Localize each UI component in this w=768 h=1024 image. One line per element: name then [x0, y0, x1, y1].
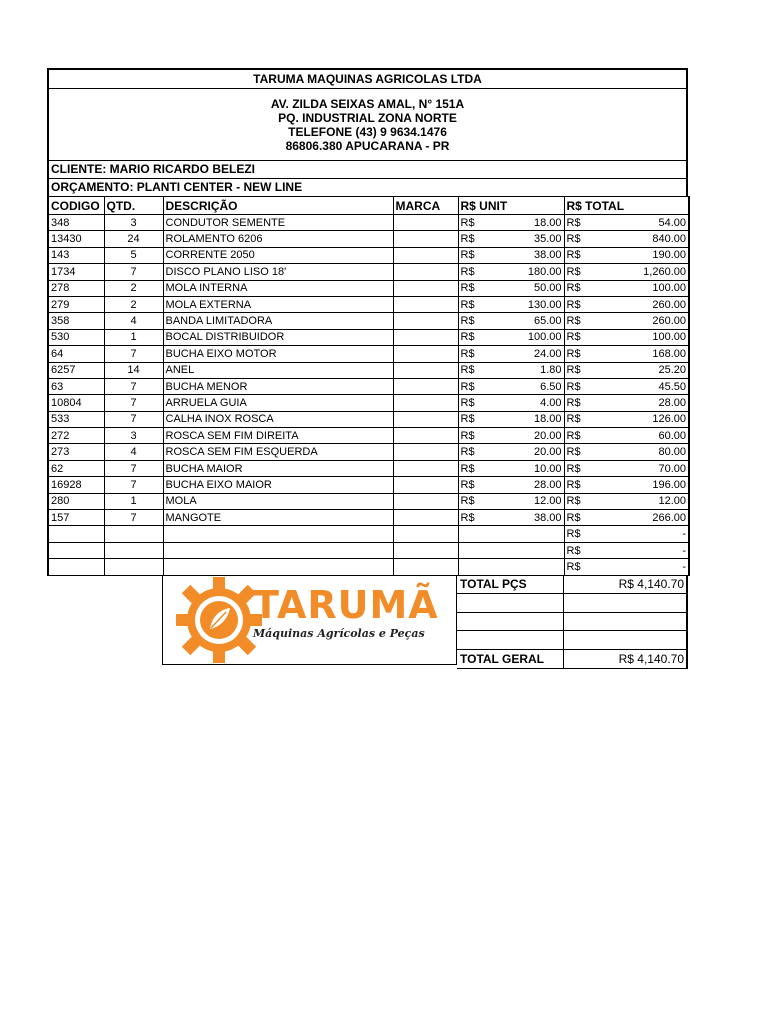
cell-description: CALHA INOX ROSCA [163, 411, 393, 427]
cell-total-value: 126.00 [652, 413, 686, 426]
cell-unit-price [458, 280, 564, 296]
table-row [48, 296, 689, 312]
cell-description: MOLA EXTERNA [163, 296, 393, 312]
cell-code: 272 [48, 428, 104, 444]
currency-symbol: R$ [566, 315, 581, 328]
cell-total [564, 378, 689, 394]
currency-symbol: R$ [460, 429, 475, 442]
table-row [48, 231, 689, 247]
cell-unit-price [458, 542, 564, 558]
cell-code: 64 [48, 346, 104, 362]
cell-unit-price-value: 130.00 [527, 298, 562, 311]
currency-symbol: R$ [460, 511, 475, 524]
cell-code: 62 [48, 460, 104, 476]
cell-total-value: 840.00 [652, 233, 686, 246]
cell-qty: 5 [104, 247, 163, 263]
currency-symbol: R$ [566, 249, 581, 262]
cell-brand [393, 411, 458, 427]
cell-unit-price-value: 65.00 [533, 315, 562, 328]
currency-symbol: R$ [566, 511, 581, 524]
cell-qty: 14 [104, 362, 163, 378]
currency-symbol: R$ [566, 544, 581, 557]
cell-total-value: 260.00 [652, 315, 686, 328]
cell-total-value: 25.20 [658, 364, 686, 377]
table-header-row [48, 197, 689, 215]
cell-unit-price-value: 50.00 [533, 282, 562, 295]
cell-total [564, 460, 689, 476]
cell-total-value: - [682, 544, 686, 557]
col-header-total: R$ TOTAL [564, 197, 689, 215]
currency-symbol: R$ [460, 298, 475, 311]
cell-unit-price-value: 6.50 [540, 380, 562, 393]
cell-unit-price [458, 264, 564, 280]
cell-brand [393, 247, 458, 263]
cell-unit-price [458, 510, 564, 526]
cell-description: ARRUELA GUIA [163, 395, 393, 411]
cell-total [564, 247, 689, 263]
cell-qty: 7 [104, 477, 163, 493]
quote-header [47, 68, 688, 196]
company-address [49, 89, 686, 161]
currency-symbol: R$ [566, 396, 581, 409]
cell-unit-price [458, 378, 564, 394]
cell-total [564, 231, 689, 247]
cell-total-value: 70.00 [658, 462, 686, 475]
cell-total [564, 280, 689, 296]
totals-block [456, 575, 688, 665]
cell-code [48, 559, 104, 575]
cell-total [564, 559, 689, 575]
cell-unit-price-value: 18.00 [533, 216, 562, 229]
cell-brand [393, 231, 458, 247]
currency-symbol: R$ [460, 413, 475, 426]
cell-code: 157 [48, 510, 104, 526]
cell-description: CORRENTE 2050 [163, 247, 393, 263]
cell-unit-price-value: 10.00 [533, 462, 562, 475]
cell-unit-price-value: 100.00 [527, 331, 562, 344]
currency-symbol: R$ [460, 396, 475, 409]
address-line: AV. ZILDA SEIXAS AMAL, N° 151A [270, 96, 465, 111]
table-row [48, 395, 689, 411]
cell-code: 1734 [48, 264, 104, 280]
cell-code: 279 [48, 296, 104, 312]
cell-total [564, 428, 689, 444]
cell-brand [393, 477, 458, 493]
cell-total-value: 168.00 [652, 347, 686, 360]
cell-unit-price [458, 559, 564, 575]
cell-qty: 2 [104, 280, 163, 296]
cell-unit-price [458, 460, 564, 476]
cell-brand [393, 362, 458, 378]
table-row [48, 378, 689, 394]
currency-symbol: R$ [460, 478, 475, 491]
cell-unit-price [458, 493, 564, 509]
cell-total [564, 296, 689, 312]
cell-total-value: 45.50 [658, 380, 686, 393]
cell-unit-price [458, 428, 564, 444]
cell-total-value: 190.00 [652, 249, 686, 262]
cell-brand [393, 542, 458, 558]
cell-code: 533 [48, 411, 104, 427]
cell-unit-price [458, 395, 564, 411]
cell-qty [104, 526, 163, 542]
col-header-unit-price: R$ UNIT [458, 197, 564, 215]
currency-symbol: R$ [460, 216, 475, 229]
cell-unit-price-value: 4.00 [540, 396, 562, 409]
col-header-brand: MARCA [393, 197, 458, 215]
total-parts-label: TOTAL PÇS [457, 575, 564, 593]
cell-unit-price [458, 526, 564, 542]
cell-total-value: 80.00 [658, 446, 686, 459]
cell-total [564, 313, 689, 329]
cell-total [564, 526, 689, 542]
cell-unit-price [458, 411, 564, 427]
cell-qty: 7 [104, 264, 163, 280]
cell-total-value: - [682, 560, 686, 573]
currency-symbol: R$ [566, 347, 581, 360]
cell-unit-price [458, 247, 564, 263]
table-row [48, 264, 689, 280]
table-row [48, 215, 689, 231]
cell-unit-price-value: 18.00 [533, 413, 562, 426]
cell-unit-price [458, 231, 564, 247]
currency-symbol: R$ [566, 560, 581, 573]
table-row [48, 444, 689, 460]
cell-total [564, 395, 689, 411]
quote-line: ORÇAMENTO: PLANTI CENTER - NEW LINE [51, 180, 303, 194]
cell-description: BUCHA MAIOR [163, 460, 393, 476]
cell-total [564, 362, 689, 378]
city-line: 86806.380 APUCARANA - PR [285, 138, 450, 153]
logo-text [253, 585, 439, 640]
currency-symbol: R$ [566, 265, 581, 278]
currency-symbol: R$ [566, 380, 581, 393]
cell-total-value: 260.00 [652, 298, 686, 311]
cell-total-value: 54.00 [658, 216, 686, 229]
cell-total [564, 329, 689, 345]
currency-symbol: R$ [460, 364, 475, 377]
cell-total-value: 28.00 [658, 396, 686, 409]
cell-description: DISCO PLANO LISO 18' [163, 264, 393, 280]
cell-brand [393, 329, 458, 345]
cell-code: 348 [48, 215, 104, 231]
currency-symbol: R$ [460, 446, 475, 459]
cell-description: ROSCA SEM FIM DIREITA [163, 428, 393, 444]
cell-description: BOCAL DISTRIBUIDOR [163, 329, 393, 345]
currency-symbol: R$ [460, 233, 475, 246]
cell-description [163, 559, 393, 575]
cell-qty: 7 [104, 395, 163, 411]
cell-code: 143 [48, 247, 104, 263]
cell-brand [393, 296, 458, 312]
cell-qty: 7 [104, 510, 163, 526]
table-row [48, 346, 689, 362]
cell-total-value: 12.00 [658, 495, 686, 508]
cell-brand [393, 526, 458, 542]
logo-tagline: Máquinas Agrícolas e Peças [253, 627, 425, 640]
cell-total-value: 1,260.00 [643, 265, 686, 278]
cell-brand [393, 215, 458, 231]
currency-symbol: R$ [566, 331, 581, 344]
cell-brand [393, 559, 458, 575]
table-row [48, 329, 689, 345]
cell-unit-price [458, 362, 564, 378]
table-row [48, 411, 689, 427]
cell-total [564, 215, 689, 231]
currency-symbol: R$ [460, 265, 475, 278]
currency-symbol: R$ [566, 478, 581, 491]
table-row [48, 460, 689, 476]
currency-symbol: R$ [566, 298, 581, 311]
total-general-row [457, 650, 688, 669]
cell-unit-price-value: 38.00 [533, 249, 562, 262]
cell-total-value: 100.00 [652, 282, 686, 295]
cell-code: 530 [48, 329, 104, 345]
total-parts-value: R$ 4,140.70 [618, 577, 684, 591]
cell-total [564, 411, 689, 427]
currency-symbol: R$ [566, 446, 581, 459]
cell-total [564, 444, 689, 460]
currency-symbol: R$ [566, 462, 581, 475]
cell-description: BUCHA MENOR [163, 378, 393, 394]
cell-qty: 4 [104, 444, 163, 460]
cell-code [48, 542, 104, 558]
table-row [48, 280, 689, 296]
currency-symbol: R$ [460, 315, 475, 328]
cell-unit-price-value: 24.00 [533, 347, 562, 360]
cell-description: MOLA [163, 493, 393, 509]
cell-brand [393, 460, 458, 476]
cell-brand [393, 346, 458, 362]
cell-unit-price-value: 35.00 [533, 233, 562, 246]
currency-symbol: R$ [460, 331, 475, 344]
cell-brand [393, 444, 458, 460]
cell-brand [393, 493, 458, 509]
cell-description: CONDUTOR SEMENTE [163, 215, 393, 231]
cell-brand [393, 510, 458, 526]
cell-total-value: 266.00 [652, 511, 686, 524]
cell-unit-price-value: 38.00 [533, 511, 562, 524]
cell-qty: 7 [104, 378, 163, 394]
table-row [48, 526, 689, 542]
total-general-value: R$ 4,140.70 [618, 652, 684, 667]
client-line: CLIENTE: MARIO RICARDO BELEZI [49, 161, 686, 179]
table-row [48, 477, 689, 493]
cell-description: MANGOTE [163, 510, 393, 526]
company-logo [162, 575, 456, 665]
currency-symbol: R$ [566, 282, 581, 295]
cell-total [564, 542, 689, 558]
items-body [48, 215, 689, 576]
cell-qty [104, 559, 163, 575]
cell-code: 6257 [48, 362, 104, 378]
quote-sheet [47, 68, 688, 576]
cell-unit-price-value: 12.00 [533, 495, 562, 508]
cell-qty: 7 [104, 411, 163, 427]
cell-brand [393, 280, 458, 296]
cell-code: 16928 [48, 477, 104, 493]
cell-qty: 1 [104, 329, 163, 345]
cell-code: 63 [48, 378, 104, 394]
currency-symbol: R$ [566, 233, 581, 246]
cell-unit-price [458, 346, 564, 362]
table-row [48, 510, 689, 526]
cell-unit-price [458, 313, 564, 329]
currency-symbol: R$ [460, 249, 475, 262]
phone-line: TELEFONE (43) 9 9634.1476 [288, 124, 447, 139]
cell-brand [393, 395, 458, 411]
total-general-label: TOTAL GERAL [457, 650, 564, 668]
cell-total [564, 493, 689, 509]
cell-unit-price-value: 180.00 [527, 265, 562, 278]
currency-symbol: R$ [566, 216, 581, 229]
cell-qty: 3 [104, 428, 163, 444]
cell-code [48, 526, 104, 542]
currency-symbol: R$ [566, 429, 581, 442]
cell-brand [393, 378, 458, 394]
col-header-code: CODIGO [48, 197, 104, 215]
cell-code: 10804 [48, 395, 104, 411]
currency-symbol: R$ [566, 495, 581, 508]
cell-description [163, 526, 393, 542]
cell-total-value: - [682, 528, 686, 541]
cell-qty: 24 [104, 231, 163, 247]
totals-empty-row [457, 613, 688, 632]
cell-code: 13430 [48, 231, 104, 247]
cell-unit-price-value: 1.80 [540, 364, 562, 377]
cell-total [564, 477, 689, 493]
totals-empty-row [457, 594, 688, 613]
cell-unit-price-value: 28.00 [533, 478, 562, 491]
address-line: PQ. INDUSTRIAL ZONA NORTE [278, 110, 457, 125]
table-row [48, 542, 689, 558]
cell-qty: 7 [104, 460, 163, 476]
cell-code: 280 [48, 493, 104, 509]
items-table [47, 196, 690, 576]
cell-total-value: 60.00 [658, 429, 686, 442]
cell-qty [104, 542, 163, 558]
cell-total-value: 100.00 [652, 331, 686, 344]
cell-description: BUCHA EIXO MAIOR [163, 477, 393, 493]
cell-description: MOLA INTERNA [163, 280, 393, 296]
table-row [48, 559, 689, 575]
currency-symbol: R$ [460, 282, 475, 295]
cell-unit-price [458, 296, 564, 312]
cell-code: 273 [48, 444, 104, 460]
cell-unit-price [458, 329, 564, 345]
cell-unit-price [458, 444, 564, 460]
quote-footer [162, 575, 688, 665]
table-row [48, 247, 689, 263]
cell-qty: 2 [104, 296, 163, 312]
table-row [48, 313, 689, 329]
currency-symbol: R$ [566, 364, 581, 377]
company-name: TARUMA MAQUINAS AGRICOLAS LTDA [49, 70, 686, 89]
cell-code: 278 [48, 280, 104, 296]
cell-total [564, 510, 689, 526]
cell-unit-price [458, 215, 564, 231]
cell-qty: 7 [104, 346, 163, 362]
cell-description: BUCHA EIXO MOTOR [163, 346, 393, 362]
table-row [48, 428, 689, 444]
cell-description: ROLAMENTO 6206 [163, 231, 393, 247]
cell-unit-price [458, 477, 564, 493]
cell-unit-price-value: 20.00 [533, 429, 562, 442]
cell-total [564, 264, 689, 280]
cell-qty: 1 [104, 493, 163, 509]
currency-symbol: R$ [566, 413, 581, 426]
col-header-description: DESCRIÇÃO [163, 197, 393, 215]
cell-code: 358 [48, 313, 104, 329]
currency-symbol: R$ [460, 495, 475, 508]
currency-symbol: R$ [460, 462, 475, 475]
currency-symbol: R$ [460, 347, 475, 360]
cell-description: ROSCA SEM FIM ESQUERDA [163, 444, 393, 460]
cell-qty: 3 [104, 215, 163, 231]
logo-brand: TARUMÃ [253, 583, 439, 627]
table-row [48, 362, 689, 378]
cell-description [163, 542, 393, 558]
cell-brand [393, 313, 458, 329]
cell-brand [393, 264, 458, 280]
currency-symbol: R$ [460, 380, 475, 393]
cell-qty: 4 [104, 313, 163, 329]
cell-unit-price-value: 20.00 [533, 446, 562, 459]
totals-empty-row [457, 631, 688, 650]
total-parts-row [457, 575, 688, 594]
table-row [48, 493, 689, 509]
currency-symbol: R$ [566, 528, 581, 541]
cell-total [564, 346, 689, 362]
col-header-qty: QTD. [104, 197, 163, 215]
cell-brand [393, 428, 458, 444]
cell-description: BANDA LIMITADORA [163, 313, 393, 329]
cell-total-value: 196.00 [652, 478, 686, 491]
cell-description: ANEL [163, 362, 393, 378]
